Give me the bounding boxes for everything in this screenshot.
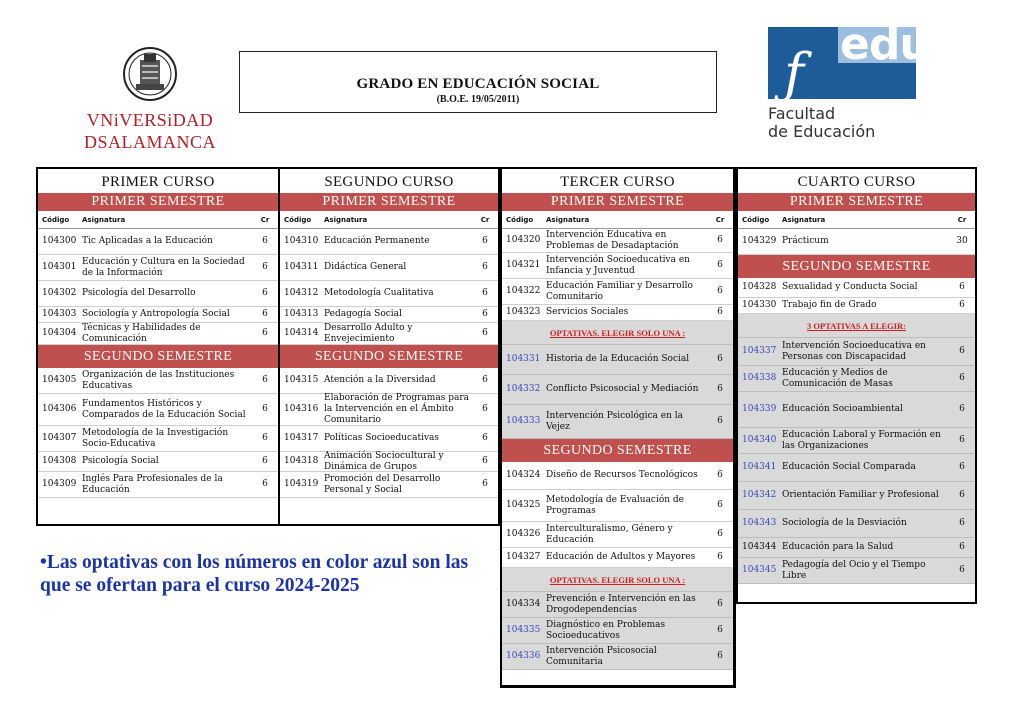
subject-credits: 6 — [959, 542, 965, 552]
subject-credits: 6 — [717, 286, 723, 296]
subject-credits: 6 — [717, 235, 723, 245]
subject-credits: 6 — [482, 433, 488, 443]
semester-header: SEGUNDO SEMESTRE — [738, 255, 975, 278]
subject-code: 104305 — [42, 375, 77, 385]
subject-credits: 6 — [717, 625, 723, 635]
subject-name: Políticas Socioeducativas — [324, 433, 440, 443]
subject-credits: 6 — [262, 309, 268, 319]
subject-row — [280, 229, 498, 255]
subject-name: Metodología Cualitativa — [324, 288, 434, 298]
subject-row — [38, 426, 278, 452]
subject-credits: 6 — [959, 462, 965, 472]
subject-credits: 6 — [717, 470, 723, 480]
subject-code: 104321 — [506, 260, 541, 270]
subject-code: 104319 — [284, 479, 319, 489]
subject-credits: 6 — [959, 435, 965, 445]
subject-credits: 6 — [959, 282, 965, 292]
subject-credits: 6 — [959, 373, 965, 383]
subject-code: 104330 — [742, 300, 777, 310]
subject-name: Atención a la Diversidad — [324, 375, 436, 385]
subject-row — [280, 255, 498, 281]
subject-code: 104324 — [506, 470, 541, 480]
subject-credits: 6 — [262, 456, 268, 466]
subject-name: Conflicto Psicosocial y Mediación — [546, 384, 699, 394]
university-name-line-2: DSALAMANCA — [83, 132, 216, 152]
subject-row — [502, 405, 733, 439]
subject-name: Educación Permanente — [324, 236, 430, 246]
university-seal-icon — [122, 44, 178, 104]
subject-credits: 6 — [959, 346, 965, 356]
subject-row — [280, 368, 498, 394]
subject-code: 104317 — [284, 433, 319, 443]
subject-row — [502, 548, 733, 568]
subject-name: Servicios Sociales — [546, 307, 629, 317]
semester-header: PRIMER SEMESTRE — [502, 193, 733, 211]
semester-header: SEGUNDO SEMESTRE — [280, 345, 498, 368]
subject-credits: 6 — [262, 328, 268, 338]
subject-code: 104344 — [742, 542, 777, 552]
subject-code: 104331 — [506, 354, 541, 364]
subject-code: 104300 — [42, 236, 77, 246]
subject-row — [502, 375, 733, 405]
subject-name: Intervención Psicosocial Comunitaria — [546, 645, 657, 667]
subject-name: Historia de la Educación Social — [546, 354, 690, 364]
subject-credits: 6 — [262, 404, 268, 414]
subject-code: 104318 — [284, 456, 319, 466]
subject-row — [738, 538, 975, 558]
header-subject: Asignatura — [546, 215, 590, 224]
subject-row — [738, 392, 975, 428]
university-logo — [80, 44, 220, 154]
subject-code: 104315 — [284, 375, 319, 385]
subject-name: Educación Laboral y Formación en las Organizaciones — [782, 429, 941, 451]
subject-credits: 6 — [262, 236, 268, 246]
subject-credits: 6 — [482, 456, 488, 466]
subject-row — [738, 338, 975, 366]
faculty-name-line-1: Facultad — [768, 104, 836, 123]
subject-row — [502, 253, 733, 279]
subject-row — [38, 229, 278, 255]
subject-row — [38, 255, 278, 281]
subject-code: 104302 — [42, 288, 77, 298]
subject-name: Interculturalismo, Género y Educación — [546, 523, 673, 545]
subject-code: 104345 — [742, 565, 777, 575]
subject-code: 104303 — [42, 309, 77, 319]
header-subject: Asignatura — [782, 215, 826, 224]
subject-name: Educación y Medios de Comunicación de Masas — [782, 367, 893, 389]
subject-row — [280, 394, 498, 426]
subject-code: 104316 — [284, 404, 319, 414]
header-subject: Asignatura — [324, 215, 368, 224]
subject-code: 104343 — [742, 518, 777, 528]
subject-name: Trabajo fin de Grado — [782, 300, 877, 310]
semester-header: SEGUNDO SEMESTRE — [502, 439, 733, 462]
course-title: PRIMER CURSO — [101, 174, 215, 190]
subject-code: 104333 — [506, 416, 541, 426]
subject-credits: 6 — [717, 529, 723, 539]
optional-header: OPTATIVAS. ELEGIR SOLO UNA : — [502, 321, 733, 345]
subject-name: Psicología Social — [82, 456, 159, 466]
subject-credits: 6 — [482, 375, 488, 385]
subject-code: 104311 — [284, 262, 319, 272]
subject-name: Diseño de Recursos Tecnológicos — [546, 470, 698, 480]
subject-code: 104332 — [506, 384, 541, 394]
subject-code: 104310 — [284, 236, 319, 246]
optional-header: 3 OPTATIVAS A ELEGIR: — [738, 314, 975, 338]
subject-row — [738, 510, 975, 538]
subject-name: Pedagogía Social — [324, 309, 402, 319]
subject-row — [38, 323, 278, 345]
subject-name: Educación Social Comparada — [782, 462, 916, 472]
course-title: TERCER CURSO — [560, 174, 675, 190]
subject-code: 104320 — [506, 235, 541, 245]
subject-name: Sexualidad y Conducta Social — [782, 282, 918, 292]
subject-name: Educación Socioambiental — [782, 404, 903, 414]
subject-credits: 6 — [717, 384, 723, 394]
subject-row — [502, 229, 733, 253]
subject-row — [738, 558, 975, 584]
subject-row — [280, 426, 498, 452]
subject-credits: 6 — [717, 552, 723, 562]
faculty-f-icon: ƒ — [784, 42, 804, 105]
subject-code: 104342 — [742, 490, 777, 500]
subject-name: Técnicas y Habilidades de Comunicación — [82, 322, 201, 344]
subject-name: Prevención e Intervención en las Drogodependencias — [546, 593, 696, 615]
course-title: SEGUNDO CURSO — [324, 174, 454, 190]
subject-code: 104309 — [42, 479, 77, 489]
subject-name: Inglés Para Profesionales de la Educación — [82, 473, 223, 495]
subject-code: 104313 — [284, 309, 319, 319]
subject-row — [38, 452, 278, 472]
header-code: Código — [506, 215, 534, 224]
subject-credits: 6 — [717, 651, 723, 661]
subject-row — [502, 305, 733, 321]
subject-name: Educación para la Salud — [782, 542, 894, 552]
subject-credits: 6 — [959, 490, 965, 500]
subject-credits: 6 — [717, 500, 723, 510]
semester-header: SEGUNDO SEMESTRE — [38, 345, 278, 368]
subject-row — [280, 281, 498, 307]
subject-code: 104340 — [742, 435, 777, 445]
subject-code: 104304 — [42, 328, 77, 338]
subject-code: 104326 — [506, 529, 541, 539]
subject-row — [502, 490, 733, 522]
subject-code: 104314 — [284, 328, 319, 338]
subject-name: Diagnóstico en Problemas Socioeducativos — [546, 619, 666, 641]
subject-credits: 6 — [482, 262, 488, 272]
subject-name: Organización de las Instituciones Educativas — [82, 369, 235, 391]
subject-code: 104308 — [42, 456, 77, 466]
subject-row — [502, 462, 733, 490]
subject-credits: 6 — [717, 599, 723, 609]
subject-credits: 6 — [262, 479, 268, 489]
subject-name: Promoción del Desarrollo Personal y Social — [324, 473, 441, 495]
subject-row — [280, 307, 498, 323]
subject-name: Desarrollo Adulto y Envejecimiento — [324, 322, 413, 344]
header-code: Código — [42, 215, 70, 224]
subject-row — [738, 298, 975, 314]
subject-name: Elaboración de Programas para la Intervención en el Ámbito Comunitario — [324, 393, 469, 425]
subject-row — [502, 618, 733, 644]
subject-code: 104301 — [42, 262, 77, 272]
subject-row — [280, 472, 498, 498]
subject-name: Psicología del Desarrollo — [82, 288, 196, 298]
subject-code: 104335 — [506, 625, 541, 635]
subject-name: Metodología de Evaluación de Programas — [546, 494, 685, 516]
semester-header: PRIMER SEMESTRE — [738, 193, 975, 211]
subject-name: Educación y Cultura en la Sociedad de la Información — [82, 256, 245, 278]
table-header — [502, 211, 733, 229]
subject-row — [38, 394, 278, 426]
subject-credits: 6 — [482, 309, 488, 319]
header-credits: Cr — [480, 215, 490, 224]
subject-credits: 6 — [262, 262, 268, 272]
subject-code: 104341 — [742, 462, 777, 472]
subject-row — [502, 644, 733, 670]
course-panel-3 — [500, 167, 736, 688]
subject-code: 104328 — [742, 282, 777, 292]
subject-name: Sociología y Antropología Social — [82, 309, 230, 319]
subject-code: 104323 — [506, 307, 541, 317]
header-credits: Cr — [260, 215, 270, 224]
course-panel-4 — [736, 167, 977, 604]
subject-row — [738, 278, 975, 298]
subject-credits: 6 — [482, 479, 488, 489]
semester-header: PRIMER SEMESTRE — [280, 193, 498, 211]
subject-code: 104325 — [506, 500, 541, 510]
subject-code: 104329 — [742, 236, 777, 246]
subject-credits: 6 — [482, 404, 488, 414]
degree-title: GRADO EN EDUCACIÓN SOCIAL — [356, 76, 600, 92]
subject-name: Didáctica General — [324, 262, 407, 272]
subject-credits: 6 — [959, 404, 965, 414]
semester-header: PRIMER SEMESTRE — [38, 193, 278, 211]
subject-row — [38, 281, 278, 307]
course-panel-1 — [36, 167, 280, 526]
faculty-name — [768, 105, 875, 141]
subject-name: Intervención Socioeducativa en Infancia y Juventud — [546, 254, 690, 276]
subject-credits: 6 — [262, 433, 268, 443]
subject-name: Intervención Educativa en Problemas de Desadaptación — [546, 229, 679, 251]
subject-row — [738, 366, 975, 392]
subject-name: Tic Aplicadas a la Educación — [82, 236, 213, 246]
subject-row — [280, 452, 498, 472]
subject-credits: 6 — [482, 236, 488, 246]
subject-row — [38, 307, 278, 323]
subject-name: Educación de Adultos y Mayores — [546, 552, 696, 562]
subject-code: 104338 — [742, 373, 777, 383]
header-credits: Cr — [957, 215, 967, 224]
subject-code: 104327 — [506, 552, 541, 562]
subject-name: Intervención Psicológica en la Vejez — [546, 410, 683, 432]
subject-credits: 6 — [959, 518, 965, 528]
header-subject: Asignatura — [82, 215, 126, 224]
faculty-logo — [768, 19, 930, 147]
degree-title-box — [239, 51, 717, 113]
subject-code: 104334 — [506, 599, 541, 609]
subject-code: 104337 — [742, 346, 777, 356]
subject-row — [502, 592, 733, 618]
subject-name: Prácticum — [782, 236, 829, 246]
subject-name: Fundamentos Históricos y Comparados de la Educación Social — [82, 398, 246, 420]
faculty-logo-mark — [768, 19, 930, 105]
subject-credits: 6 — [482, 288, 488, 298]
subject-row — [738, 428, 975, 454]
header-code: Código — [284, 215, 312, 224]
subject-credits: 6 — [717, 260, 723, 270]
table-header — [738, 211, 975, 229]
subject-credits: 6 — [717, 307, 723, 317]
subject-credits: 6 — [262, 375, 268, 385]
subject-credits: 6 — [717, 354, 723, 364]
subject-row — [502, 522, 733, 548]
subject-name: Pedagogía del Ocio y el Tiempo Libre — [782, 559, 926, 581]
subject-row — [738, 482, 975, 510]
subject-code: 104312 — [284, 288, 319, 298]
subject-row — [38, 368, 278, 394]
header-credits: Cr — [715, 215, 725, 224]
subject-row — [502, 279, 733, 305]
university-name-line-1: VNiVERSiDAD — [86, 110, 214, 130]
subject-row — [502, 345, 733, 375]
subject-code: 104336 — [506, 651, 541, 661]
subject-name: Sociología de la Desviación — [782, 518, 907, 528]
subject-name: Orientación Familiar y Profesional — [782, 490, 939, 500]
subject-name: Educación Familiar y Desarrollo Comunitario — [546, 280, 693, 302]
degree-subtitle: (B.O.E. 19/05/2011) — [436, 94, 520, 105]
subject-credits: 6 — [959, 565, 965, 575]
subject-credits: 6 — [717, 416, 723, 426]
header-code: Código — [742, 215, 770, 224]
subject-name: Metodología de la Investigación Socio-Educativa — [82, 427, 229, 449]
subject-code: 104339 — [742, 404, 777, 414]
faculty-logo-text: edu — [840, 19, 930, 70]
subject-credits: 30 — [956, 236, 968, 246]
subject-row — [738, 454, 975, 482]
course-title: CUARTO CURSO — [797, 174, 916, 190]
faculty-name-line-2: de Educación — [768, 122, 876, 141]
subject-code: 104307 — [42, 433, 77, 443]
table-header — [280, 211, 498, 229]
subject-credits: 6 — [959, 300, 965, 310]
subject-row — [38, 472, 278, 498]
subject-name: Animación Sociocultural y Dinámica de Grupos — [324, 450, 444, 472]
optional-note: •Las optativas con los números en color azul son las que se ofertan para el curso 2024-2025 — [40, 552, 469, 596]
table-header — [38, 211, 278, 229]
subject-code: 104306 — [42, 404, 77, 414]
subject-row — [280, 323, 498, 345]
subject-credits: 6 — [482, 328, 488, 338]
optional-header: OPTATIVAS. ELEGIR SOLO UNA : — [502, 568, 733, 592]
course-panel-2 — [278, 167, 500, 526]
subject-credits: 6 — [262, 288, 268, 298]
subject-row — [738, 229, 975, 255]
subject-code: 104322 — [506, 286, 541, 296]
subject-name: Intervención Socioeducativa en Personas con Discapacidad — [782, 340, 926, 362]
